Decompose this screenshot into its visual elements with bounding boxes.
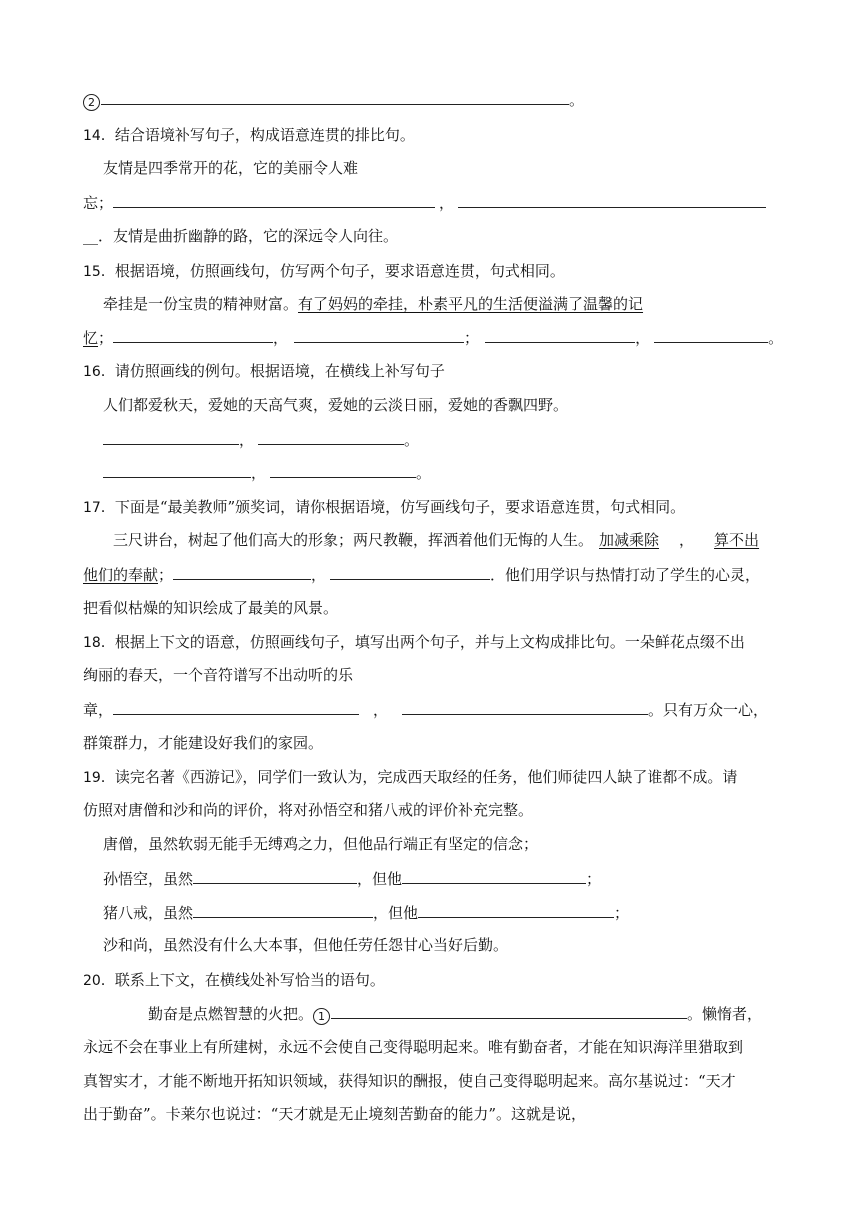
answer-blank[interactable]: [294, 327, 464, 343]
question-20-line-3: 真智实才，才能不断地开拓知识领域，获得知识的酬报，使自己变得聪明起来。高尔基说过：“天才: [83, 1072, 736, 1090]
answer-blank[interactable]: [113, 192, 435, 208]
answer-blank[interactable]: [270, 462, 416, 478]
underlined-example: 有了妈妈的牵挂，朴素平凡的生活便溢满了温馨的记: [298, 295, 644, 313]
question-14-stem: 14．结合语境补写句子，构成语意连贯的排比句。: [83, 126, 415, 144]
answer-blank[interactable]: [103, 462, 251, 478]
question-19-shaheshang: 沙和尚，虽然没有什么大本事，但他任劳任怨甘心当好后勤。: [103, 936, 509, 954]
question-14-line-2: 忘； ，: [83, 192, 766, 213]
question-number: 14．: [83, 128, 115, 144]
circled-number: 2: [83, 94, 100, 111]
answer-blank[interactable]: [173, 564, 311, 580]
question-17-line-2: 他们的奉献； ， ．他们用学识与热情打动了学生的心灵，: [83, 566, 761, 584]
question-14-line-1: 友情是四季常开的花，它的美丽令人难: [103, 159, 359, 177]
question-19-line-1: 仿照对唐僧和沙和尚的评价，将对孙悟空和猪八戒的评价补充完整。: [83, 801, 534, 819]
answer-blank[interactable]: [113, 699, 359, 715]
question-18-line-3: 群策群力，才能建设好我们的家园。: [83, 734, 324, 752]
answer-line-2: 2 。: [83, 89, 584, 110]
answer-blank[interactable]: [458, 192, 766, 208]
answer-blank[interactable]: [113, 327, 273, 343]
question-16-example: 人们都爱秋天，爱她的天高气爽，爱她的云淡日丽，爱她的香飘四野。: [103, 396, 569, 414]
question-18-stem: 18．根据上下文的语意，仿照画线句子，填写出两个句子，并与上文构成排比句。一朵鲜花点缀不出: [83, 633, 745, 651]
answer-blank[interactable]: [654, 327, 768, 343]
answer-blank[interactable]: [101, 89, 569, 105]
question-15-line-2: 忆； ， ； ， 。: [83, 329, 784, 347]
circled-number: 1: [313, 1008, 330, 1025]
question-number: 15．: [83, 264, 115, 280]
question-14-line-3: __．友情是曲折幽静的路，它的深远令人向往。: [83, 227, 399, 245]
question-16-stem: 16．请仿照画线的例句。根据语境，在横线上补写句子: [83, 362, 445, 380]
question-19-sunwukong: 孙悟空，虽然 ，但他 ；: [103, 870, 602, 888]
question-15-line-1: 牵挂是一份宝贵的精神财富。有了妈妈的牵挂，朴素平凡的生活便溢满了温馨的记: [103, 295, 644, 313]
question-number: 17．: [83, 500, 115, 516]
question-number: 16．: [83, 364, 115, 380]
answer-blank[interactable]: [402, 699, 648, 715]
question-17-line-1: 三尺讲台，树起了他们高大的形象；两尺教鞭，挥洒着他们无悔的人生。 加减乘除 ， 算不出: [113, 531, 760, 549]
question-16-line-2: ， 。: [103, 429, 419, 450]
answer-blank[interactable]: [331, 1003, 687, 1019]
question-number: 18．: [83, 635, 115, 651]
answer-blank[interactable]: [258, 429, 404, 445]
question-19-zhubajie: 猪八戒，虽然 ，但他 ；: [103, 904, 630, 922]
question-20-line-4: 出于勤奋”。卡莱尔也说过：“天才就是无止境刻苦勤奋的能力”。这就是说，: [83, 1105, 587, 1123]
question-number: 19．: [83, 770, 115, 786]
answer-blank[interactable]: [193, 868, 357, 884]
answer-blank[interactable]: [402, 868, 586, 884]
question-17-stem: 17．下面是“最美教师”颁奖词，请你根据语境，仿写画线句子，要求语意连贯，句式相同。: [83, 498, 686, 516]
question-16-line-3: ， 。: [103, 462, 431, 483]
answer-blank[interactable]: [193, 902, 373, 918]
question-18-line-1: 绚丽的春天，一个音符谱写不出动听的乐: [83, 666, 354, 684]
answer-blank[interactable]: [330, 564, 490, 580]
answer-blank[interactable]: [418, 902, 614, 918]
question-15-stem: 15．根据语境，仿照画线句，仿写两个句子，要求语意连贯，句式相同。: [83, 262, 565, 280]
answer-blank[interactable]: [103, 429, 239, 445]
question-number: 20．: [83, 973, 115, 989]
question-20-line-1: 勤奋是点燃智慧的火把。 1 。懒惰者，: [148, 1005, 763, 1023]
answer-blank[interactable]: [485, 327, 635, 343]
question-17-line-3: 把看似枯燥的知识绘成了最美的风景。: [83, 599, 339, 617]
question-19-tangseng: 唐僧，虽然软弱无能手无缚鸡之力，但他品行端正有坚定的信念；: [103, 835, 539, 853]
question-18-line-2: 章， ， 。只有万众一心，: [83, 701, 769, 719]
question-20-stem: 20．联系上下文，在横线处补写恰当的语句。: [83, 971, 385, 989]
question-20-line-2: 永远不会在事业上有所建树，永远不会使自己变得聪明起来。唯有勤奋者，才能在知识海洋里猎取到: [83, 1038, 744, 1056]
question-19-stem: 19．读完名著《西游记》，同学们一致认为，完成西天取经的任务，他们师徒四人缺了谁都不成。请: [83, 768, 738, 786]
